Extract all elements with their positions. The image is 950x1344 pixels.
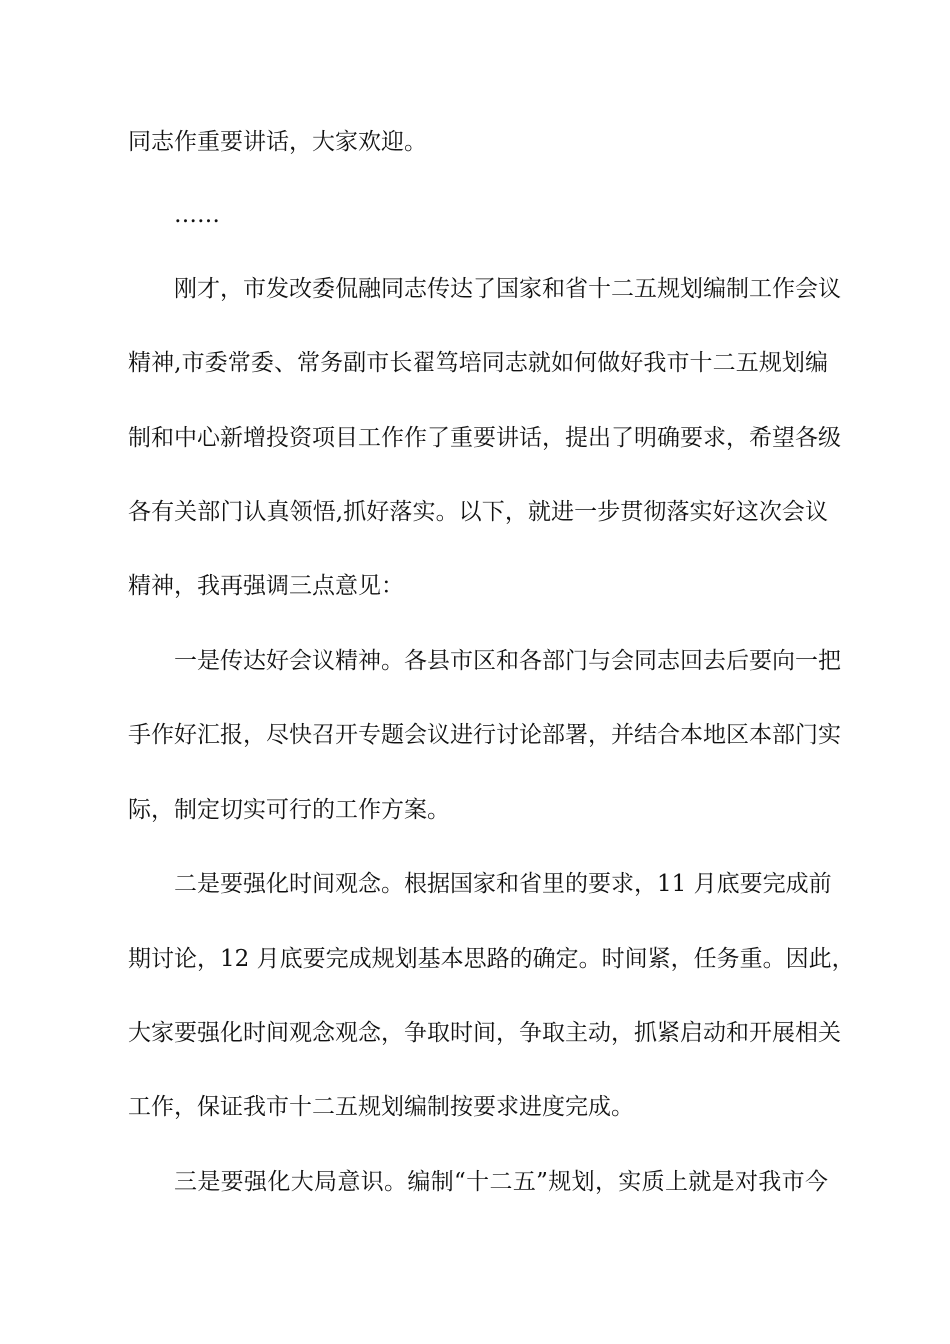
- point-2-line-2: 期讨论，12 月底要完成规划基本思路的确定。时间紧，任务重。因此，: [128, 946, 855, 972]
- point-1-line-3: 际，制定切实可行的工作方案。: [128, 797, 450, 823]
- point-2-line-1: 二是要强化时间观念。根据国家和省里的要求，11 月底要完成前: [174, 871, 832, 897]
- paragraph-1-line-1: 刚才，市发改委侃融同志传达了国家和省十二五规划编制工作会议: [174, 276, 841, 302]
- text-line: 同志作重要讲话，大家欢迎。: [128, 129, 427, 155]
- point-2-line-3: 大家要强化时间观念观念，争取时间，争取主动，抓紧启动和开展相关: [128, 1020, 841, 1046]
- point-2-line-4: 工作，保证我市十二五规划编制按要求进度完成。: [128, 1094, 634, 1120]
- point-3-line-1: 三是要强化大局意识。编制“十二五”规划，实质上就是对我市今: [174, 1169, 828, 1195]
- paragraph-1-line-3: 制和中心新增投资项目工作作了重要讲话，提出了明确要求，希望各级: [128, 425, 841, 451]
- paragraph-1-line-5: 精神，我再强调三点意见：: [128, 573, 404, 599]
- paragraph-1-line-4: 各有关部门认真领悟,抓好落实。以下，就进一步贯彻落实好这次会议: [128, 499, 828, 525]
- paragraph-1-line-2: 精神,市委常委、常务副市长翟笃培同志就如何做好我市十二五规划编: [128, 350, 828, 376]
- ellipsis-line: ……: [174, 202, 220, 228]
- point-1-line-2: 手作好汇报，尽快召开专题会议进行讨论部署，并结合本地区本部门实: [128, 722, 841, 748]
- point-1-line-1: 一是传达好会议精神。各县市区和各部门与会同志回去后要向一把: [174, 648, 841, 674]
